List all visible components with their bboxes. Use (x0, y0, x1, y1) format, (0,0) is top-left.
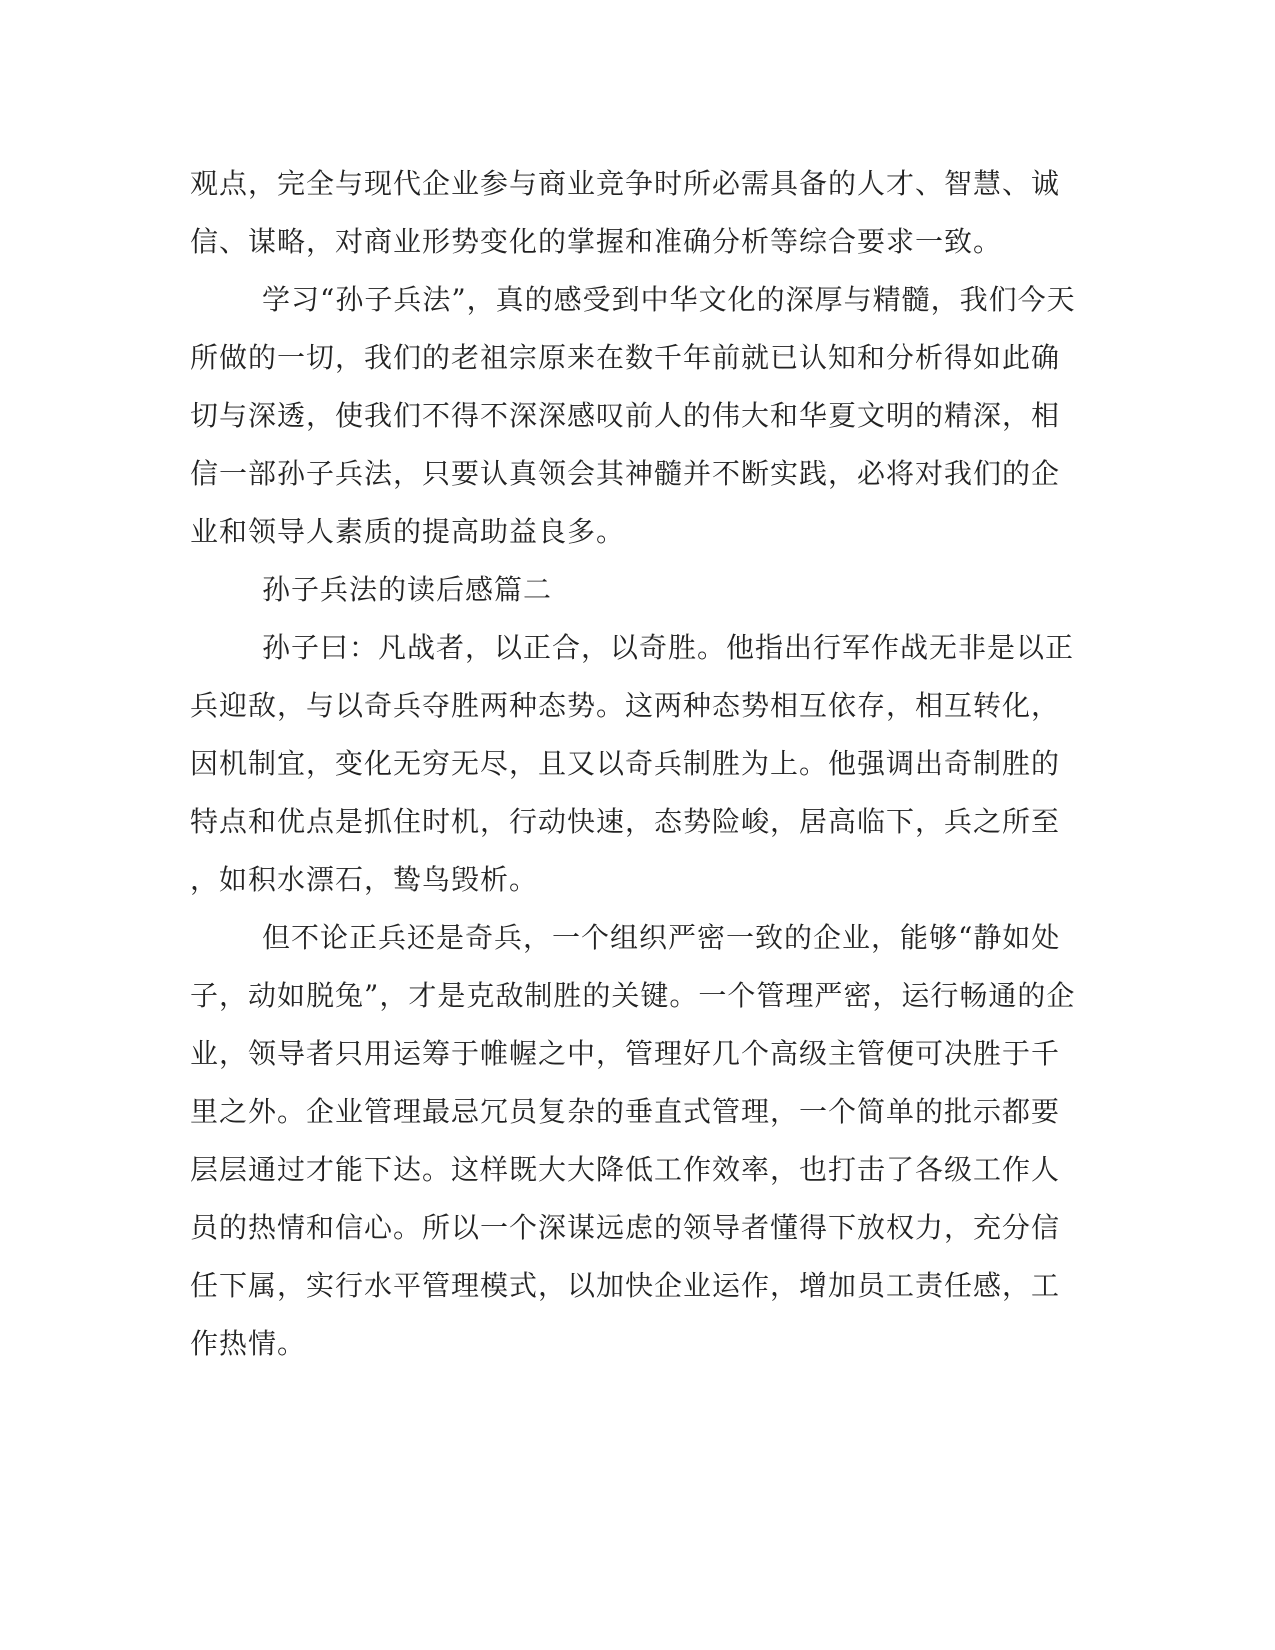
text-line-14: 但不论正兵还是奇兵，一个组织严密一致的企业，能够“静如处 (262, 921, 1061, 954)
text-line-18: 层层通过才能下达。这样既大大降低工作效率，也打击了各级工作人 (190, 1153, 1061, 1186)
text-line-3: 学习“孙子兵法”，真的感受到中华文化的深厚与精髓，我们今天 (262, 283, 1076, 316)
section-heading: 孙子兵法的读后感篇二 (262, 573, 553, 606)
text-line-2: 信、谋略，对商业形势变化的掌握和准确分析等综合要求一致。 (190, 225, 1003, 258)
text-line-6: 信一部孙子兵法，只要认真领会其神髓并不断实践，必将对我们的企 (190, 457, 1061, 490)
text-line-1: 观点，完全与现代企业参与商业竞争时所必需具备的人才、智慧、诚 (190, 167, 1061, 200)
text-line-9: 孙子曰：凡战者，以正合，以奇胜。他指出行军作战无非是以正 (262, 631, 1075, 664)
text-line-20: 任下属，实行水平管理模式，以加快企业运作，增加员工责任感，工 (190, 1269, 1061, 1302)
text-line-16: 业，领导者只用运筹于帷幄之中，管理好几个高级主管便可决胜于千 (190, 1037, 1061, 1070)
text-line-5: 切与深透，使我们不得不深深感叹前人的伟大和华夏文明的精深，相 (190, 399, 1061, 432)
text-line-4: 所做的一切，我们的老祖宗原来在数千年前就已认知和分析得如此确 (190, 341, 1061, 374)
text-line-7: 业和领导人素质的提高助益良多。 (190, 515, 626, 548)
text-line-15: 子，动如脱兔”，才是克敌制胜的关键。一个管理严密，运行畅通的企 (190, 979, 1076, 1012)
text-line-11: 因机制宜，变化无穷无尽，且又以奇兵制胜为上。他强调出奇制胜的 (190, 747, 1061, 780)
text-line-12: 特点和优点是抓住时机，行动快速，态势险峻，居高临下，兵之所至 (190, 805, 1061, 838)
text-line-17: 里之外。企业管理最忌冗员复杂的垂直式管理，一个简单的批示都要 (190, 1095, 1061, 1128)
text-line-19: 员的热情和信心。所以一个深谋远虑的领导者懂得下放权力，充分信 (190, 1211, 1061, 1244)
text-line-10: 兵迎敌，与以奇兵夺胜两种态势。这两种态势相互依存，相互转化， (190, 689, 1061, 722)
text-line-13: ，如积水漂石，鸷鸟毁析。 (190, 863, 539, 896)
text-line-21: 作热情。 (190, 1327, 307, 1360)
